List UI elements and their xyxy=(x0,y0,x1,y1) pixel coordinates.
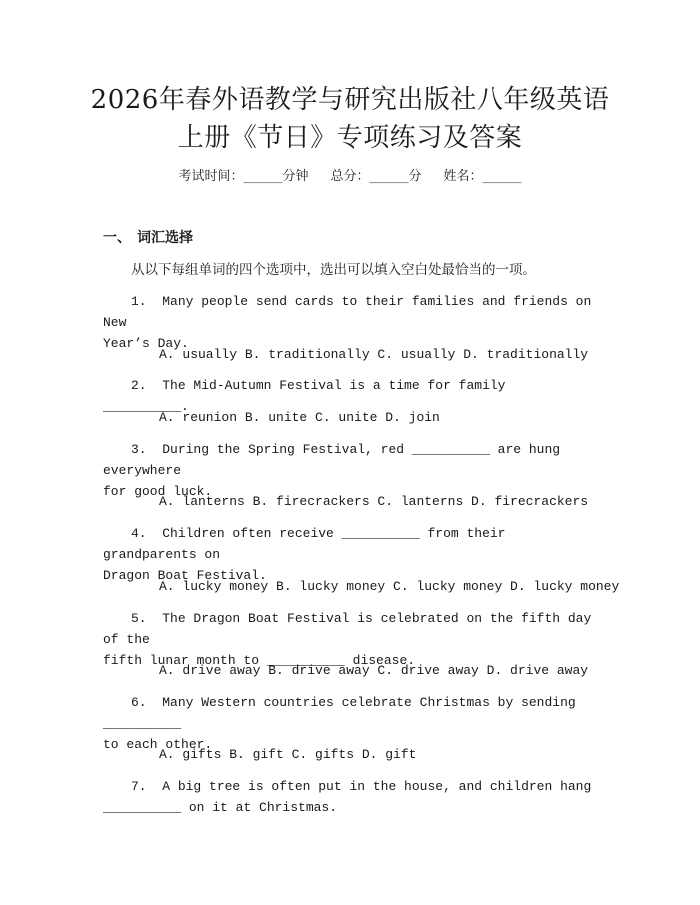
question-text-line-1: Many Western countries celebrate Christmas by sending __________ xyxy=(103,695,576,731)
section-number: 一、 xyxy=(103,230,131,246)
question-text-line-2: Year’s Day. xyxy=(103,336,189,351)
question-5-options: A. drive away B. drive away C. drive away D. drive away xyxy=(159,663,589,678)
question-number: 7. xyxy=(131,779,147,794)
question-number: 2. xyxy=(131,378,147,393)
section-heading xyxy=(103,226,193,250)
question-4-options: A. lucky money B. lucky money C. lucky money D. lucky money xyxy=(159,579,620,594)
question-text-line-2: Dragon Boat Festival. xyxy=(103,568,267,583)
question-text-line-2: to each other. xyxy=(103,737,213,752)
exam-time-field: 考试时间：______分钟 xyxy=(178,169,309,184)
question-1-options: A. usually B. traditionally C. usually D. traditionally xyxy=(159,347,589,362)
question-number: 1. xyxy=(131,294,147,309)
question-3-options: A. lanterns B. firecrackers C. lanterns D. firecrackers xyxy=(159,494,589,509)
question-text-line-2: __________ on it at Christmas. xyxy=(103,800,338,815)
question-text-line-1: During the Spring Festival, red __________ are hung everywhere xyxy=(103,442,561,478)
question-text-line-1: Many people send cards to their families and friends on New xyxy=(103,294,592,330)
question-text-line-1: The Dragon Boat Festival is celebrated on the fifth day of the xyxy=(103,611,592,647)
question-number: 4. xyxy=(131,526,147,541)
student-name-field: 姓名：______ xyxy=(443,169,522,184)
question-text-line-1: Children often receive __________ from their grandparents on xyxy=(103,526,506,562)
question-number: 6. xyxy=(131,695,147,710)
question-2-options: A. reunion B. unite C. unite D. join xyxy=(159,410,440,425)
question-text-line-1: A big tree is often put in the house, and children hang xyxy=(162,779,592,794)
question-number: 5. xyxy=(131,611,147,626)
section-title: 词汇选择 xyxy=(137,230,193,246)
question-7 xyxy=(103,776,597,818)
question-text-line-2: fifth lunar month to __________ disease. xyxy=(103,653,416,668)
exam-score-field: 总分：______分 xyxy=(330,169,422,184)
section-instruction: 从以下每组单词的四个选项中，选出可以填入空白处最恰当的一项。 xyxy=(131,262,536,278)
exam-info xyxy=(0,166,700,188)
question-text-line-2: for good luck. xyxy=(103,484,213,499)
question-text-line-1: The Mid-Autumn Festival is a time for family __________. xyxy=(103,378,506,414)
document-title-line-2: 上册《节日》专项练习及答案 xyxy=(177,123,523,153)
question-number: 3. xyxy=(131,442,147,457)
document-title-line-1: 2026年春外语教学与研究出版社八年级英语 xyxy=(90,85,610,115)
question-6-options: A. gifts B. gift C. gifts D. gift xyxy=(159,747,417,762)
